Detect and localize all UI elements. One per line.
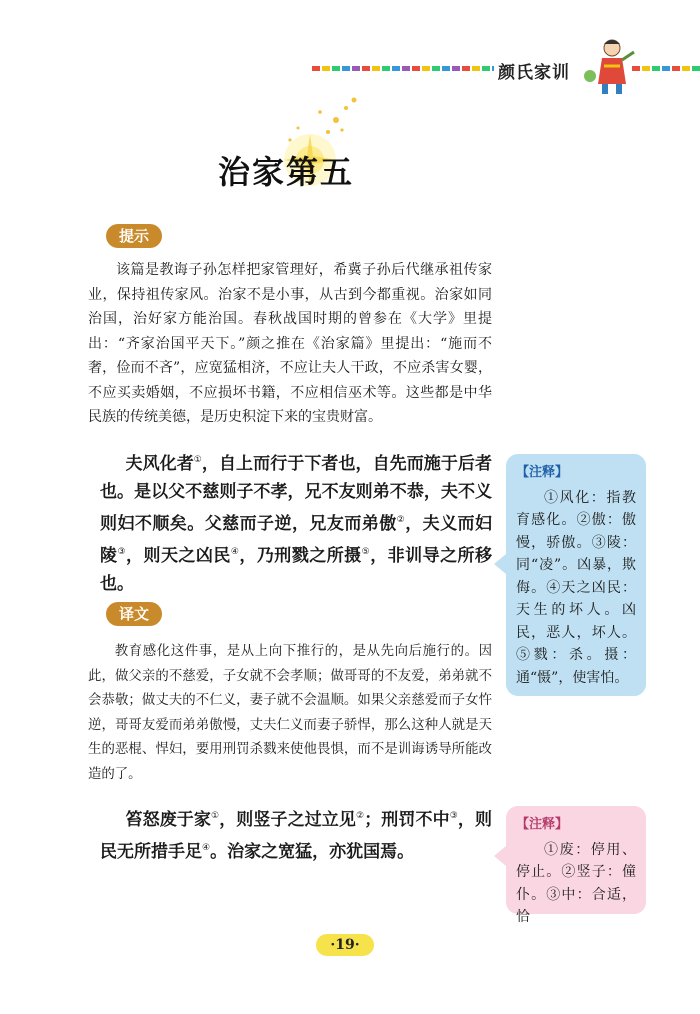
book-title: 颜氏家训 — [498, 63, 570, 83]
footnote-marker: ④ — [230, 547, 240, 557]
footnote-marker: ② — [356, 811, 365, 821]
classic-text-segment: ，则竖子之过立见 — [219, 810, 357, 830]
page-number: ·19· — [316, 934, 374, 956]
classic-text-segment: ，夫义而妇陵 — [100, 514, 493, 566]
classic-text-segment: ；刑罚不中 — [364, 810, 450, 830]
footnote-marker: ① — [211, 811, 220, 821]
annotation-label: 【注释】 — [516, 817, 569, 832]
translation-paragraph: 教育感化这件事，是从上向下推行的，是从先向后施行的。因此，做父亲的不慈爱，子女就不会孝顺；做哥哥的不友爱，弟弟就不会恭敬；做丈夫的不仁义，妻子就不会温顺。如果父亲慈爱而子女忤逆，哥哥友爱而弟弟傲慢，丈夫仁义而妻子骄悍，那么这种人就是天生的恶棍、悍妇，要用刑罚杀戮来使他畏惧，而不是训诲诱导所能改造的了。 — [88, 644, 492, 782]
annotation-text: ①废：停用、停止。②竖子：僮仆。③中：合适，恰 — [516, 841, 636, 925]
tip-paragraph: 该篇是教诲子孙怎样把家管理好，希冀子孙后代继承祖传家业，保持祖传家风。治家不是小事，从古到今都重视。治家如同治国，治好家方能治国。春秋战国时期的曾参在《大学》里提出：“齐家治国平天下。”颜之推在《治家篇》里提出：“施而不奢，俭而不吝”，应宽猛相济，不应让夫人干政，不应杀害女婴，不应买卖婚姻，不应损坏书籍，不应相信巫术等。这些都是中华民族的传统美德，是历史积淀下来的宝贵财富。 — [88, 262, 492, 425]
footnote-marker: ③ — [449, 811, 458, 821]
footnote-marker: ① — [193, 455, 202, 465]
classic-text-segment: ，自上而行于下者也，自先而施于后者也。是以父不慈则子不孝，兄不友则弟不恭，夫不义则妇不顺矣。父慈而子逆，兄友而弟傲 — [100, 454, 493, 534]
header-decorative-stripe — [312, 66, 494, 71]
annotation-label: 【注释】 — [516, 465, 569, 480]
classic-text-segment: 。治家之宽猛，亦犹国焉。 — [210, 842, 415, 862]
child-figure-illustration — [582, 36, 638, 96]
classic-text-1 — [100, 446, 492, 598]
classic-text-segment: ，则民无所措手足 — [100, 810, 492, 862]
classic-text-segment: ，则天之凶民 — [126, 546, 231, 566]
classic-text-segment: 笞怒废于家 — [125, 810, 212, 830]
annotation-text: ①风化：指教育感化。②傲：傲慢，骄傲。③陵：同“凌”。凶暴，欺侮。④天之凶民：天生的坏人。凶民，恶人，坏人。⑤戮：杀。摄：通“慑”，使害怕。 — [516, 489, 636, 686]
classic-text-segment: ，非训导之所移也。 — [100, 546, 493, 594]
footnote-marker: ④ — [202, 843, 211, 853]
footnote-marker: ⑤ — [361, 547, 371, 557]
annotation-box-2 — [506, 806, 646, 925]
footnote-marker: ③ — [117, 547, 127, 557]
classic-text-2 — [100, 802, 492, 866]
footnote-marker: ② — [396, 515, 406, 525]
classic-text-segment: 夫风化者 — [125, 454, 194, 474]
annotation-box-1 — [506, 454, 646, 696]
classic-text-segment: ，乃刑戮之所摄 — [239, 546, 362, 566]
tip-label: 提示 — [106, 224, 162, 248]
header-decorative-stripe-right — [632, 66, 700, 71]
chapter-title: 治家第五 — [218, 153, 355, 191]
translation-label: 译文 — [106, 602, 162, 626]
